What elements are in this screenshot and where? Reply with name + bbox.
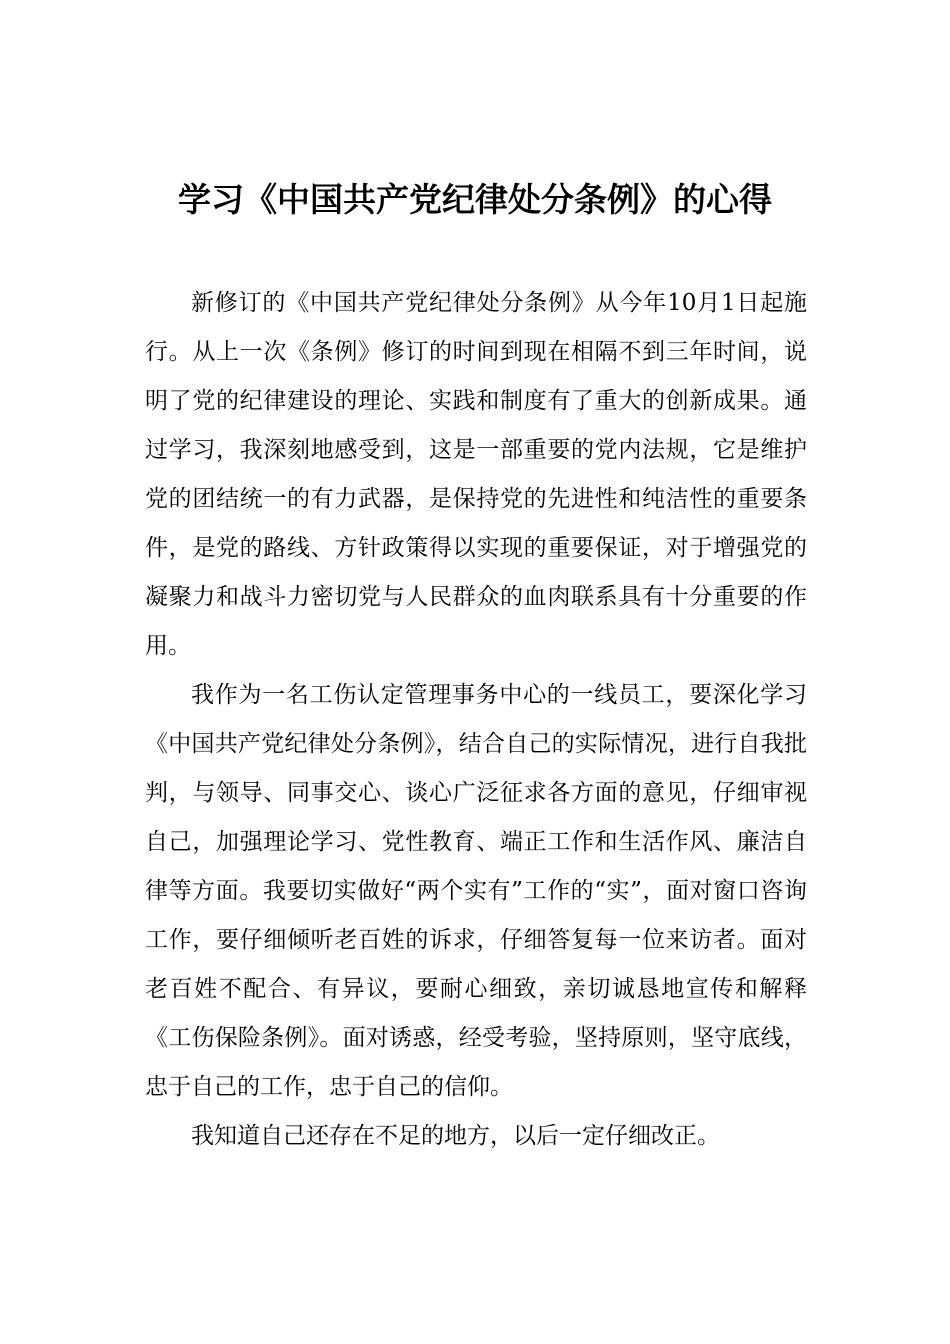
paragraph-1: 新修订的《中国共产党纪律处分条例》从今年10月1日起施行。从上一次《条例》修订的时间到现在相隔不到三年时间，说明了党的纪律建设的理论、实践和制度有了重大的创新成果。通过学习，我深刻地感受到，这是一部重要的党内法规，它是维护党的团结统一的有力武器，是保持党的先进性和纯洁性的重要条件，是党的路线、方针政策得以实现的重要保证，对于增强党的凝聚力和战斗力密切党与人民群众的血肉联系具有十分重要的作用。 [145,290,807,659]
document-body [145,279,807,1161]
paragraph-2: 我作为一名工伤认定管理事务中心的一线员工，要深化学习《中国共产党纪律处分条例》，结合自己的实际情况，进行自我批判，与领导、同事交心、谈心广泛征求各方面的意见，仔细审视自己，加强理论学习、党性教育、端正工作和生活作风、廉洁自律等方面。我要切实做好“两个实有”工作的“实”，面对窗口咨询工作，要仔细倾听老百姓的诉求，仔细答复每一位来访者。面对老百姓不配合、有异议，要耐心细致，亲切诚恳地宣传和解释《工伤保险条例》。面对诱惑，经受考验，坚持原则，坚守底线，忠于自己的工作，忠于自己的信仰。 [145,682,807,1100]
paragraph-3: 我知道自己还存在不足的地方，以后一定仔细改正。 [191,1123,720,1149]
document-title: 学习《中国共产党纪律处分条例》的心得 [178,180,772,219]
